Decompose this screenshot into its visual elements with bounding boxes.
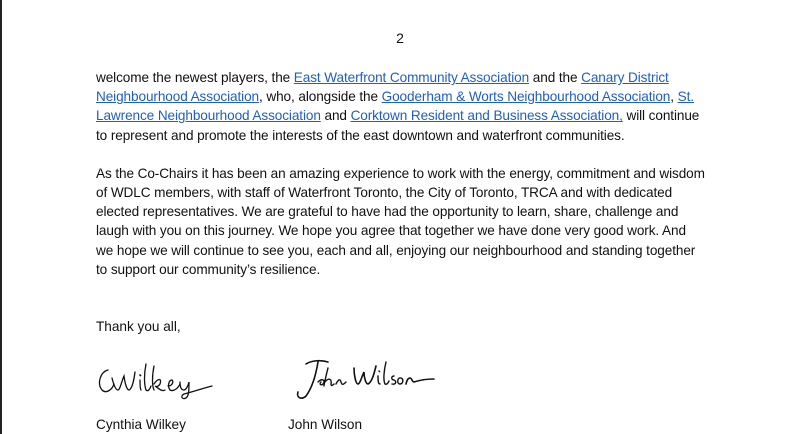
letter-body [96, 68, 706, 298]
link-st-lawrence-neighbourhood-association[interactable]: St. Lawrence Neighbourhood Association [96, 89, 694, 124]
paragraph1-text-4: , [670, 89, 678, 105]
paragraph1-text-6: will continue to represent and promote the interests of the east downtown and waterfront communities. [96, 108, 700, 143]
closing-line: Thank you all, [96, 319, 181, 334]
paragraph1-text-2: and the [529, 70, 582, 85]
cynthia-wilkey-signature [94, 356, 218, 400]
paragraph1-text-5: and [320, 108, 351, 124]
paragraph1-text-1: welcome the newest players, the [96, 70, 294, 85]
john-wilson-signature [288, 354, 438, 404]
paragraph-associations [96, 68, 706, 145]
signer-name-cynthia-wilkey: Cynthia Wilkey [96, 417, 186, 432]
paragraph1-text-3: , who, alongside the [259, 89, 382, 105]
signer-name-john-wilson: John Wilson [288, 417, 363, 432]
link-canary-district-neighbourhood-association[interactable]: Canary District Neighbourhood Association [96, 70, 669, 105]
page-left-border [0, 0, 2, 434]
link-east-waterfront-community-association[interactable]: East Waterfront Community Association [293, 70, 530, 85]
paragraph-co-chairs: As the Co-Chairs it has been an amazing experience to work with the energy, commitment and wisdom of WDLC members, with staff of Waterfront Toronto, the City of Toronto, TRCA and with dedicated elected representatives. We are grateful to have had the opportunity to learn, share, challenge and laugh with you on this journey. We hope you agree that together we have done very good work. And we hope we will continue to see you, each and all, enjoying our neighbourhood and standing together to support our community’s resilience. [96, 165, 705, 277]
link-gooderham-worts-neighbourhood-association[interactable]: Gooderham & Worts Neighbourhood Association [381, 89, 671, 105]
page-number: 2 [396, 30, 404, 46]
link-corktown-resident-business-association[interactable]: Corktown Resident and Business Association, [350, 108, 623, 124]
